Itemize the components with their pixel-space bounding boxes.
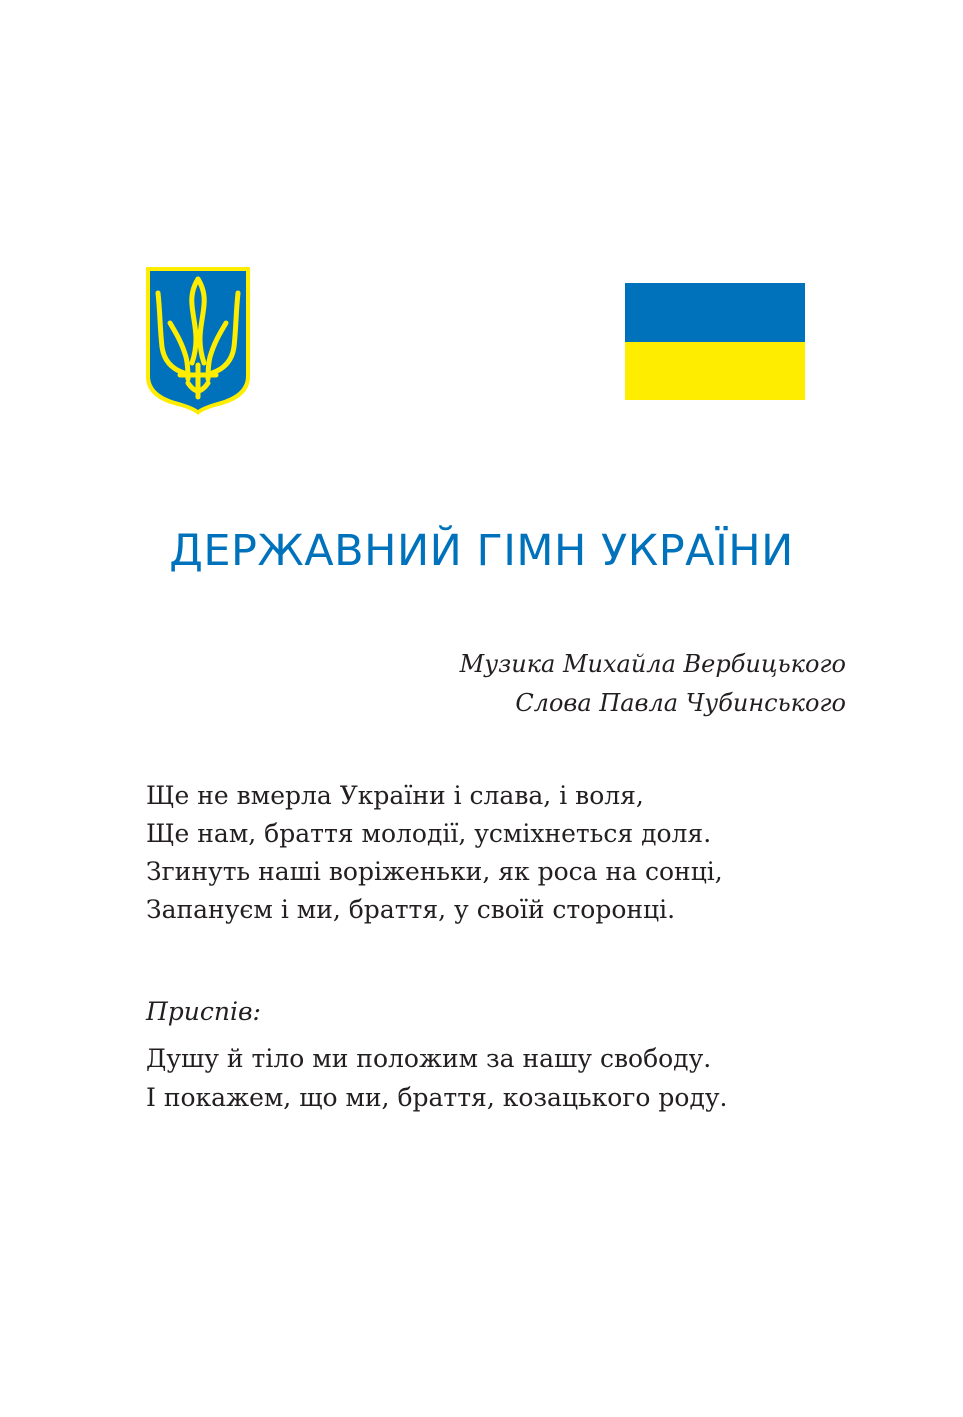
coat-of-arms-icon (144, 265, 252, 417)
verse-line: Згинуть наші воріженьки, як роса на сонці, (146, 857, 723, 886)
words-credit: Слова Павла Чубинського (515, 689, 846, 717)
flag-yellow-stripe (625, 342, 805, 401)
verse-line: Ще нам, браття молодії, усміхнеться доля. (146, 819, 712, 848)
chorus-label: Приспів: (146, 997, 261, 1026)
music-credit: Музика Михайла Вербицького (459, 650, 846, 678)
verse (146, 777, 723, 929)
flag-icon (625, 283, 805, 400)
chorus-line: Душу й тіло ми положим за нашу свободу. (146, 1044, 712, 1073)
credits (460, 645, 846, 723)
verse-line: Запануєм і ми, браття, у своїй сторонці. (146, 895, 676, 924)
page-title: ДЕРЖАВНИЙ ГІМН УКРАЇНИ (169, 526, 794, 576)
verse-line: Ще не вмерла України і слава, і воля, (146, 781, 644, 810)
flag-blue-stripe (625, 283, 805, 342)
chorus-line: І покажем, що ми, браття, козацького роду. (146, 1083, 728, 1112)
chorus (146, 1039, 728, 1117)
